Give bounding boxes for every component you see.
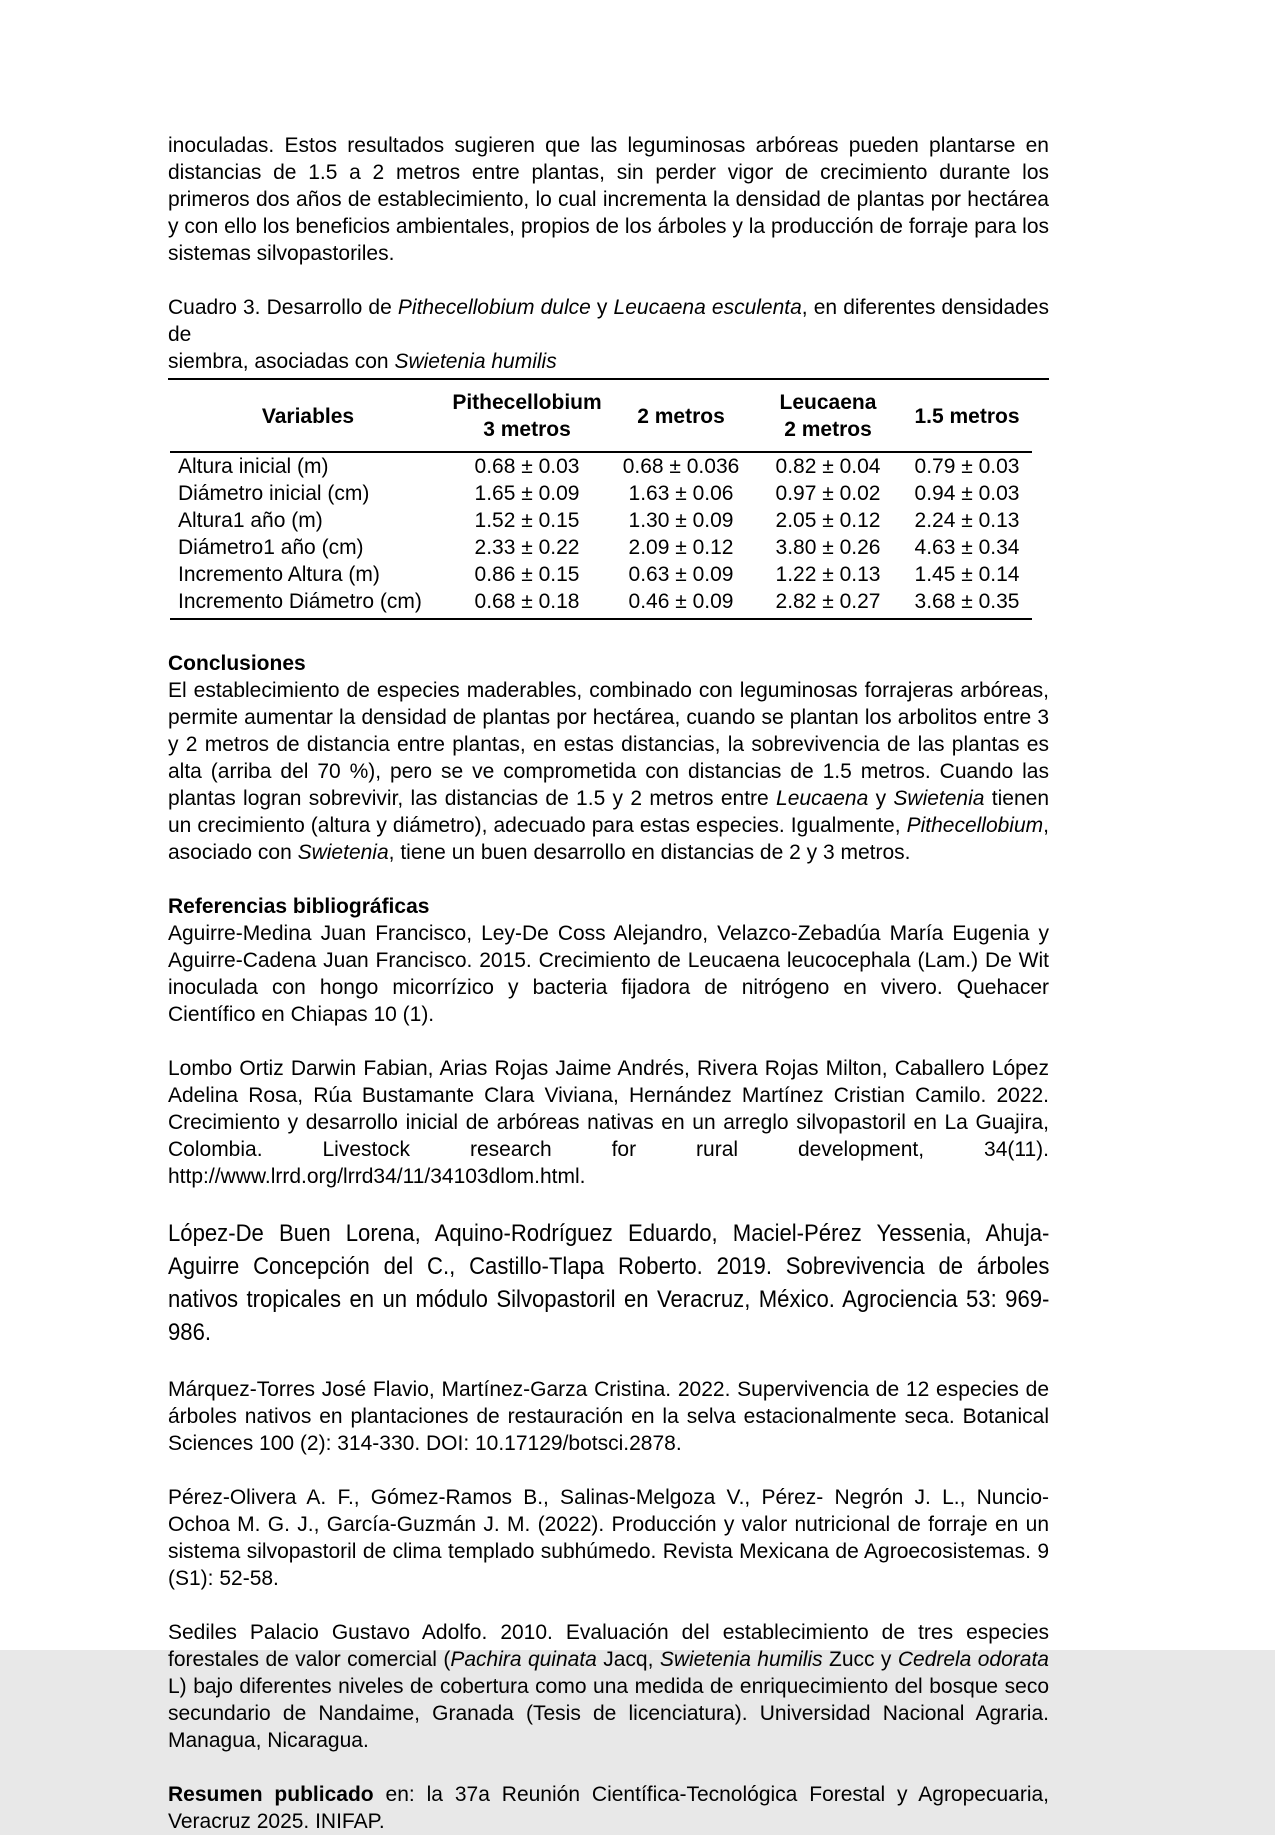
- table-cell: 1.45 ± 0.14: [914, 563, 1020, 586]
- references-heading: Referencias bibliográficas: [168, 895, 430, 918]
- table-row: [170, 561, 1032, 588]
- table-cell: 0.63 ± 0.09: [628, 563, 734, 586]
- table-row: [170, 534, 1032, 561]
- table-header-row: [170, 385, 1032, 452]
- reference-item: Lombo Ortiz Darwin Fabian, Arias Rojas Jaime Andrés, Rivera Rojas Milton, Caballero López Adelina Rosa, Rúa Bustamante Clara Viviana, Hernández Martínez Cristian Camilo. 2022. Crecimiento y desarrollo inicial de arbóreas nativas en un arreglo silvopastoril en La Guajira, Colombia. Livestock research for rural development, 34(11). http://www.lrrd.org/lrrd34/11/34103dlom.html.: [168, 1057, 1049, 1188]
- table-row: [170, 480, 1032, 507]
- conclusions-heading: Conclusiones: [168, 652, 306, 675]
- table-cell: 0.86 ± 0.15: [474, 563, 580, 586]
- table-header-cell: Leucaena 2 metros: [754, 385, 902, 452]
- table-cell: 2.05 ± 0.12: [775, 509, 881, 532]
- table-cell: Incremento Altura (m): [178, 563, 380, 586]
- table-header-cell: 1.5 metros: [902, 385, 1032, 452]
- reference-item: Pérez-Olivera A. F., Gómez-Ramos B., Salinas-Melgoza V., Pérez- Negrón J. L., Nuncio-Ochoa M. G. J., García-Guzmán J. M. (2022). Producción y valor nutricional de forraje en un sistema silvopastoril de clima templado subhúmedo. Revista Mexicana de Agroecosistemas. 9 (S1): 52-58.: [168, 1486, 1049, 1590]
- table-body: [170, 452, 1032, 619]
- table-cell: Diámetro1 año (cm): [178, 536, 364, 559]
- table-cell: 2.24 ± 0.13: [914, 509, 1020, 532]
- published-note: Resumen publicado en: la 37a Reunión Científica-Tecnológica Forestal y Agropecuaria, Veracruz 2025. INIFAP.: [168, 1783, 1049, 1833]
- reference-item: López-De Buen Lorena, Aquino-Rodríguez Eduardo, Maciel-Pérez Yessenia, Ahuja-Aguirre Concepción del C., Castillo-Tlapa Roberto. 2019. Sobrevivencia de árboles nativos tropicales en un módulo Silvopastoril en Veracruz, México. Agrociencia 53: 969-986.: [168, 1220, 1050, 1346]
- reference-item: Sediles Palacio Gustavo Adolfo. 2010. Evaluación del establecimiento de tres especies forestales de valor comercial (Pachira quinata Jacq, Swietenia humilis Zucc y Cedrela odorata L) bajo diferentes niveles de cobertura como una medida de enriquecimiento del bosque seco secundario de Nandaime, Granada (Tesis de licenciatura). Universidad Nacional Agraria. Managua, Nicaragua.: [168, 1621, 1049, 1752]
- table-cell: 0.68 ± 0.03: [474, 455, 580, 478]
- cuadro-3-table: [170, 385, 1032, 620]
- table-cell: Diámetro inicial (cm): [178, 482, 370, 505]
- table-cell: 1.65 ± 0.09: [474, 482, 580, 505]
- table-cell: 1.63 ± 0.06: [628, 482, 734, 505]
- table-cell: 1.52 ± 0.15: [474, 509, 580, 532]
- table-cell: 0.94 ± 0.03: [914, 482, 1020, 505]
- table-cell: 3.80 ± 0.26: [775, 536, 881, 559]
- table-caption-line2: siembra, asociadas con Swietenia humilis: [168, 348, 1049, 380]
- table-row: [170, 452, 1032, 480]
- conclusions-paragraph: El establecimiento de especies maderables, combinado con leguminosas forrajeras arbóreas, permite aumentar la densidad de plantas por hectárea, cuando se plantan los arbolitos entre 3 y 2 metros de distancia entre plantas, en estas distancias, la sobrevivencia de las plantas es alta (arriba del 70 %), pero se ve comprometida con distancias de 1.5 metros. Cuando las plantas logran sobrevivir, las distancias de 1.5 y 2 metros entre Leucaena y Swietenia tienen un crecimiento (altura y diámetro), adecuado para estas especies. Igualmente, Pithecellobium, asociado con Swietenia, tiene un buen desarrollo en distancias de 2 y 3 metros.: [168, 679, 1049, 864]
- table-header-cell: Variables: [170, 385, 446, 452]
- table-cell: 1.30 ± 0.09: [628, 509, 734, 532]
- table-header-cell: 2 metros: [608, 385, 754, 452]
- table-cell: 0.82 ± 0.04: [775, 455, 881, 478]
- table-cell: 0.79 ± 0.03: [914, 455, 1020, 478]
- table-cell: 3.68 ± 0.35: [902, 588, 1032, 619]
- table-cell: 0.68 ± 0.18: [446, 588, 608, 619]
- table-cell: Altura1 año (m): [178, 509, 323, 532]
- table-caption-line1: Cuadro 3. Desarrollo de Pithecellobium dulce y Leucaena esculenta, en diferentes densidades de: [168, 296, 1049, 346]
- table-cell: Altura inicial (m): [178, 455, 329, 478]
- table-cell: 1.22 ± 0.13: [775, 563, 881, 586]
- table-row: [170, 507, 1032, 534]
- table-cell: 0.97 ± 0.02: [775, 482, 881, 505]
- table-cell: Incremento Diámetro (cm): [170, 588, 446, 619]
- table-cell: 0.68 ± 0.036: [622, 455, 740, 478]
- table-cell: 4.63 ± 0.34: [914, 536, 1020, 559]
- reference-item: Márquez-Torres José Flavio, Martínez-Garza Cristina. 2022. Supervivencia de 12 especies de árboles nativos en plantaciones de restauración en la selva estacionalmente seca. Botanical Sciences 100 (2): 314-330. DOI: 10.17129/botsci.2878.: [168, 1378, 1049, 1455]
- table-row: [170, 588, 1032, 619]
- table-caption: [168, 294, 1049, 380]
- intro-paragraph: inoculadas. Estos resultados sugieren que las leguminosas arbóreas pueden plantarse en distancias de 1.5 a 2 metros entre plantas, sin perder vigor de crecimiento durante los primeros dos años de establecimiento, lo cual incrementa la densidad de plantas por hectárea y con ello los beneficios ambientales, propios de los árboles y la producción de forraje para los sistemas silvopastoriles.: [168, 134, 1049, 265]
- table-cell: 2.33 ± 0.22: [474, 536, 580, 559]
- table-cell: 2.82 ± 0.27: [754, 588, 902, 619]
- reference-item: Aguirre-Medina Juan Francisco, Ley-De Coss Alejandro, Velazco-Zebadúa María Eugenia y Aguirre-Cadena Juan Francisco. 2015. Crecimiento de Leucaena leucocephala (Lam.) De Wit inoculada con hongo micorrízico y bacteria fijadora de nitrógeno en vivero. Quehacer Científico en Chiapas 10 (1).: [168, 922, 1049, 1026]
- table-cell: 0.46 ± 0.09: [608, 588, 754, 619]
- references-list: [168, 920, 1049, 1754]
- table-header-cell: Pithecellobium 3 metros: [446, 385, 608, 452]
- table-cell: 2.09 ± 0.12: [628, 536, 734, 559]
